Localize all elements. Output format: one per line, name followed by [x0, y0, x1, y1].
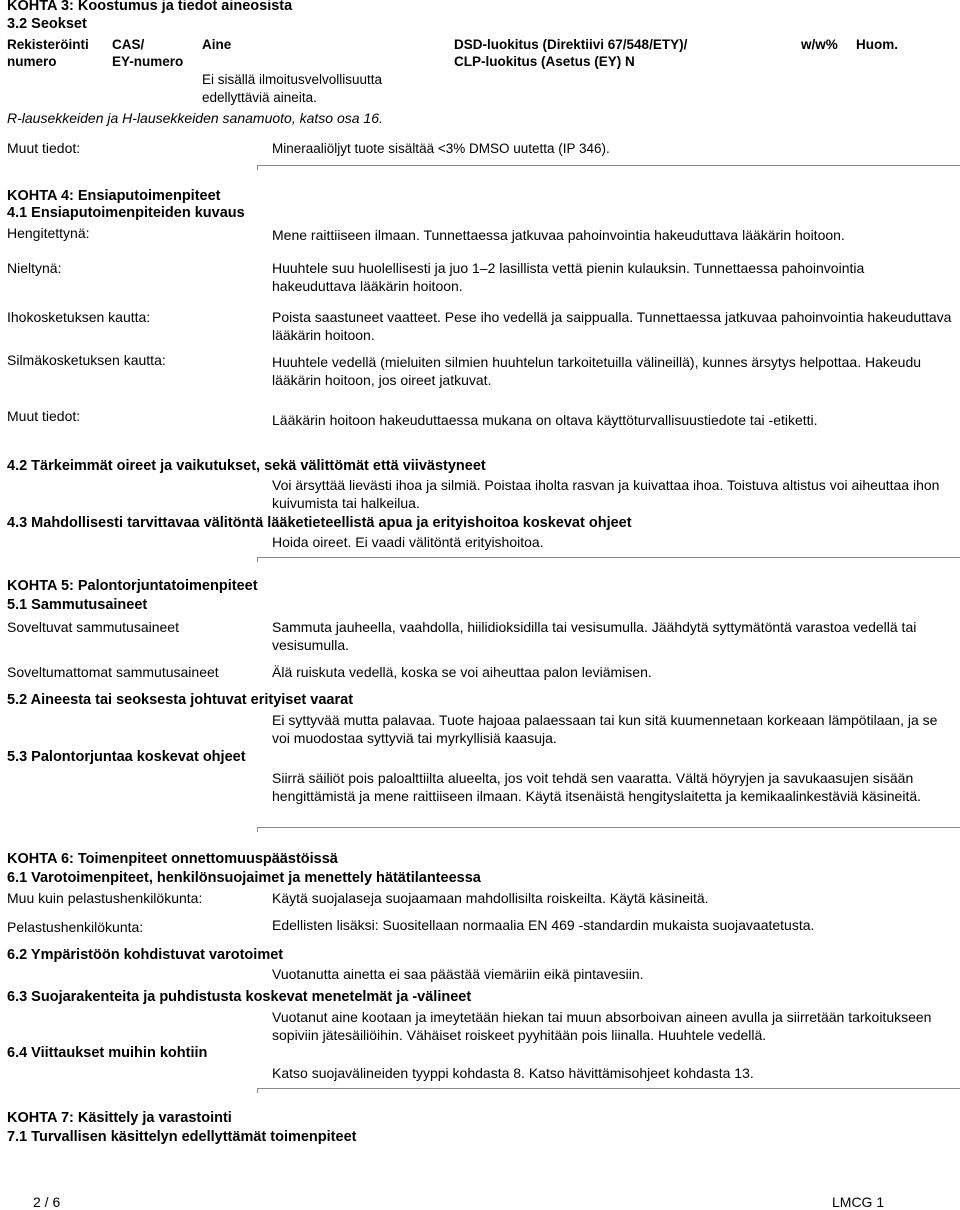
- r-phrases-note: R-lausekkeiden ja H-lausekkeiden sanamuoto, katso osa 16.: [7, 110, 383, 126]
- section-3-2-heading: 3.2 Seokset: [7, 16, 87, 32]
- inhalation-text: Mene raittiiseen ilmaan. Tunnettaessa jatkuvaa pahoinvointia hakeuduttava lääkärin hoitoon.: [272, 227, 845, 243]
- section-6-4-heading: 6.4 Viittaukset muihin kohtiin: [7, 1045, 208, 1061]
- divider-tick: [257, 1088, 258, 1093]
- page-number: 2 / 6: [33, 1194, 61, 1210]
- other-info-text: Mineraaliöljyt tuote sisältää <3% DMSO uutetta (IP 346).: [272, 141, 610, 156]
- skin-contact-label: Ihokosketuksen kautta:: [7, 309, 151, 325]
- document-code: LMCG 1: [832, 1194, 885, 1210]
- no-substances-note-2: edellyttäviä aineita.: [202, 90, 317, 105]
- section-6-4-text: Katso suojavälineiden tyyppi kohdasta 8. Katso hävittämisohjeet kohdasta 13.: [272, 1065, 754, 1081]
- section-6-heading: KOHTA 6: Toimenpiteet onnettomuuspäästöissä: [7, 851, 338, 867]
- section-5-3-heading: 5.3 Palontorjuntaa koskevat ohjeet: [7, 749, 246, 765]
- section-6-3-heading: 6.3 Suojarakenteita ja puhdistusta koskevat menetelmät ja -välineet: [7, 989, 472, 1005]
- non-emergency-label: Muu kuin pelastushenkilökunta:: [7, 890, 203, 906]
- section-4-1-heading: 4.1 Ensiaputoimenpiteiden kuvaus: [7, 205, 245, 221]
- divider-tick: [257, 827, 258, 832]
- section-6-2-heading: 6.2 Ympäristöön kohdistuvat varotoimet: [7, 947, 284, 963]
- divider: [257, 165, 960, 166]
- section-6-1-heading: 6.1 Varotoimenpiteet, henkilönsuojaimet ja menettely hätätilanteessa: [7, 870, 481, 886]
- col-substance: Aine: [202, 37, 232, 52]
- section-6-3-text: Vuotanut aine kootaan ja imeytetään hiekan tai muun absorboivan aineen avulla ja siirretään tarkoitukseen sopiviin jätesäiliöihin. Vähäiset roiskeet pyyhitään pois liinalla. Huuhtele vedellä.: [272, 1009, 932, 1043]
- non-emergency-text: Käytä suojalaseja suojaamaan mahdollisilta roiskeilta. Käytä käsineitä.: [272, 890, 709, 906]
- col-cas: CAS/: [112, 37, 145, 52]
- section-6-2-text: Vuotanutta ainetta ei saa päästää viemäriin eikä pintavesiin.: [272, 966, 644, 982]
- suitable-media-text: Sammuta jauheella, vaahdolla, hiilidioksidilla tai vesisumulla. Jäähdytä syttymätöntä varastoa vedellä tai vesisumulla.: [272, 619, 917, 653]
- section-4-3-text: Hoida oireet. Ei vaadi välitöntä erityishoitoa.: [272, 534, 544, 550]
- section-4-2-text: Voi ärsyttää lievästi ihoa ja silmiä. Poistaa iholta rasvan ja kuivattaa ihoa. Toistuva altistus voi aiheuttaa ihon kuivumista tai halkeilua.: [272, 477, 940, 511]
- divider-tick: [257, 165, 258, 170]
- section-5-3-text: Siirrä säiliöt pois paloalttiilta alueelta, jos voit tehdä sen vaaratta. Vältä höyryjen ja savukaasujen sisään hengittämistä ja mene raittiiseen ilmaan. Käytä itsenäistä hengityslaitetta ja kemikaalinkestäviä käsineitä.: [272, 770, 922, 804]
- col-cas-2: EY-numero: [112, 54, 184, 69]
- section-3-heading: KOHTA 3: Koostumus ja tiedot aineosista: [7, 0, 293, 14]
- section-4-3-heading: 4.3 Mahdollisesti tarvittavaa välitöntä lääketieteellistä apua ja erityishoitoa koskevat ohjeet: [7, 515, 632, 531]
- other-info-4-label: Muut tiedot:: [7, 408, 81, 424]
- emergency-text: Edellisten lisäksi: Suositellaan normaalia EN 469 -standardin mukaista suojavaatetusta.: [272, 917, 815, 933]
- section-5-heading: KOHTA 5: Palontorjuntatoimenpiteet: [7, 578, 258, 594]
- col-registration: Rekisteröinti: [7, 37, 89, 52]
- section-5-2-heading: 5.2 Aineesta tai seoksesta johtuvat erityiset vaarat: [7, 692, 354, 708]
- divider: [257, 827, 960, 828]
- ingestion-text: Huuhtele suu huolellisesti ja juo 1–2 lasillista vettä pienin kulauksin. Tunnettaessa pahoinvointia hakeuduttava lääkärin hoitoon.: [272, 260, 865, 294]
- inhalation-label: Hengitettynä:: [7, 225, 90, 241]
- no-substances-note: Ei sisällä ilmoitusvelvollisuutta: [202, 72, 383, 87]
- emergency-label: Pelastushenkilökunta:: [7, 919, 144, 935]
- unsuitable-media-text: Älä ruiskuta vedellä, koska se voi aiheuttaa palon leviämisen.: [272, 664, 652, 680]
- col-clp: CLP-luokitus (Asetus (EY) N: [454, 54, 635, 69]
- divider: [257, 1088, 960, 1089]
- eye-contact-label: Silmäkosketuksen kautta:: [7, 352, 166, 368]
- section-5-2-text: Ei syttyvää mutta palavaa. Tuote hajoaa palaessaan tai kun sitä kuumennetaan korkeaan lämpötilaan, ja se voi muodostaa syttyviä tai myrkyllisiä kaasuja.: [272, 712, 938, 746]
- divider-tick: [257, 557, 258, 562]
- other-info-4-text: Lääkärin hoitoon hakeuduttaessa mukana on oltava käyttöturvallisuustiedote tai -etiketti.: [272, 412, 818, 428]
- col-ww: w/w%: [801, 37, 838, 52]
- section-7-heading: KOHTA 7: Käsittely ja varastointi: [7, 1110, 232, 1126]
- ingestion-label: Nieltynä:: [7, 260, 62, 276]
- divider: [257, 557, 960, 558]
- col-registration-2: numero: [7, 54, 57, 69]
- unsuitable-media-label: Soveltumattomat sammutusaineet: [7, 664, 219, 680]
- col-note: Huom.: [856, 37, 898, 52]
- suitable-media-label: Soveltuvat sammutusaineet: [7, 619, 179, 635]
- col-dsd: DSD-luokitus (Direktiivi 67/548/ETY)/: [454, 37, 688, 52]
- section-4-heading: KOHTA 4: Ensiaputoimenpiteet: [7, 188, 221, 204]
- section-5-1-heading: 5.1 Sammutusaineet: [7, 597, 148, 613]
- eye-contact-text: Huuhtele vedellä (mieluiten silmien huuhtelun tarkoitetuilla välineillä), kunnes ärsytys helpottaa. Hakeudu lääkärin hoitoon, jos oireet jatkuvat.: [272, 354, 922, 388]
- section-7-1-heading: 7.1 Turvallisen käsittelyn edellyttämät toimenpiteet: [7, 1129, 357, 1145]
- skin-contact-text: Poista saastuneet vaatteet. Pese iho vedellä ja saippualla. Tunnettaessa jatkuvaa pahoinvointia hakeuduttava lääkärin hoitoon.: [272, 309, 952, 343]
- other-info-label: Muut tiedot:: [7, 140, 81, 156]
- section-4-2-heading: 4.2 Tärkeimmät oireet ja vaikutukset, sekä välittömät että viivästyneet: [7, 458, 486, 474]
